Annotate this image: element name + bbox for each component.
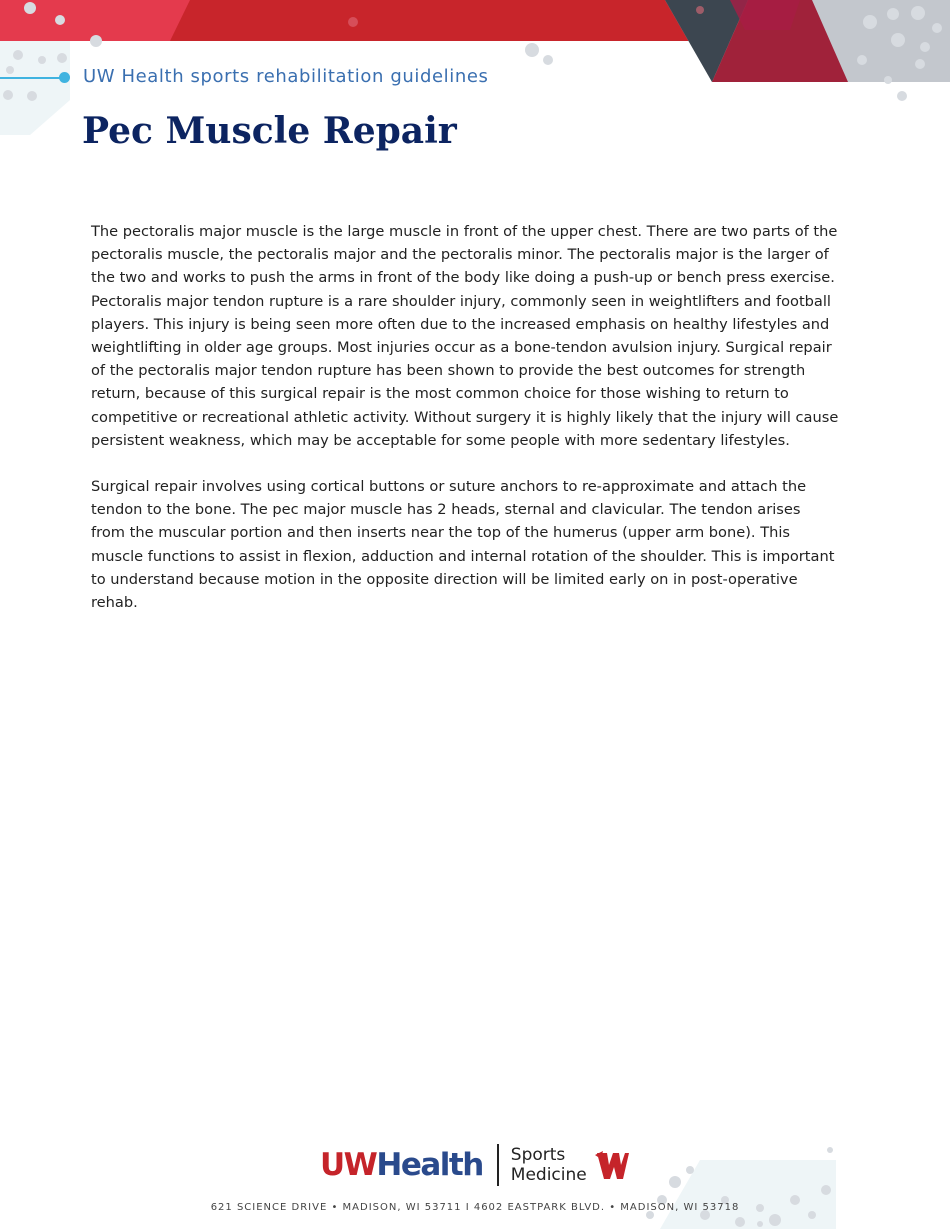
- paragraph-intro: The pectoralis major muscle is the large muscle in front of the upper chest. There are two parts of the pectoralis muscle, the pectoralis major and the pectoralis minor. The pectoralis major is the larger of the two and works to push the arms in front of the body like doing a push-up or bench press exercise. Pectoralis major tendon rupture is a rare shoulder injury, commonly seen in weightlifters and football players. This injury is being seen more often due to the increased emphasis on healthy lifestyles and weightlifting in older age groups. Most injuries occur as a bone-tendon avulsion injury. Surgical repair of the pectoralis major tendon rupture has been shown to provide the best outcomes for strength return, because of this surgical repair is the most common choice for those wishing to return to competitive or recreational athletic activity. Without surgery it is highly likely that the injury will cause persistent weakness, which may be acceptable for some people with more sedentary lifestyles.: [91, 223, 839, 449]
- uw-health-logo: [320, 1146, 483, 1183]
- paragraph-surgical-repair: Surgical repair involves using cortical buttons or suture anchors to re-approximate and attach the tendon to the bone. The pec major muscle has 2 heads, sternal and clavicular. The tendon arises from the muscular portion and then inserts near the top of the humerus (upper arm bone). This muscle functions to assist in flexion, adduction and internal rotation of the shoulder. This is important to understand because motion in the opposite direction will be limited early on in post-operative rehab.: [91, 478, 835, 612]
- guideline-line: [0, 77, 62, 79]
- logo-divider: [497, 1144, 499, 1186]
- document-subtitle: UW Health sports rehabilitation guidelines: [83, 66, 489, 87]
- logo-sports-text: Sports: [510, 1145, 566, 1165]
- body-text: [91, 220, 839, 637]
- logo-uw-text: UW: [320, 1146, 377, 1183]
- footer-address: 621 SCIENCE DRIVE • MADISON, WI 53711 I 4602 EASTPARK BLVD. • MADISON, WI 53718: [210, 1202, 740, 1213]
- page-title: Pec Muscle Repair: [82, 110, 457, 152]
- footer-logos: [320, 1143, 629, 1187]
- logo-medicine-text: Medicine: [510, 1165, 587, 1185]
- guideline-dot: [59, 72, 70, 83]
- logo-health-text: Health: [376, 1146, 483, 1183]
- motion-w-logo-icon: [595, 1149, 629, 1181]
- sports-medicine-logo: [511, 1145, 587, 1185]
